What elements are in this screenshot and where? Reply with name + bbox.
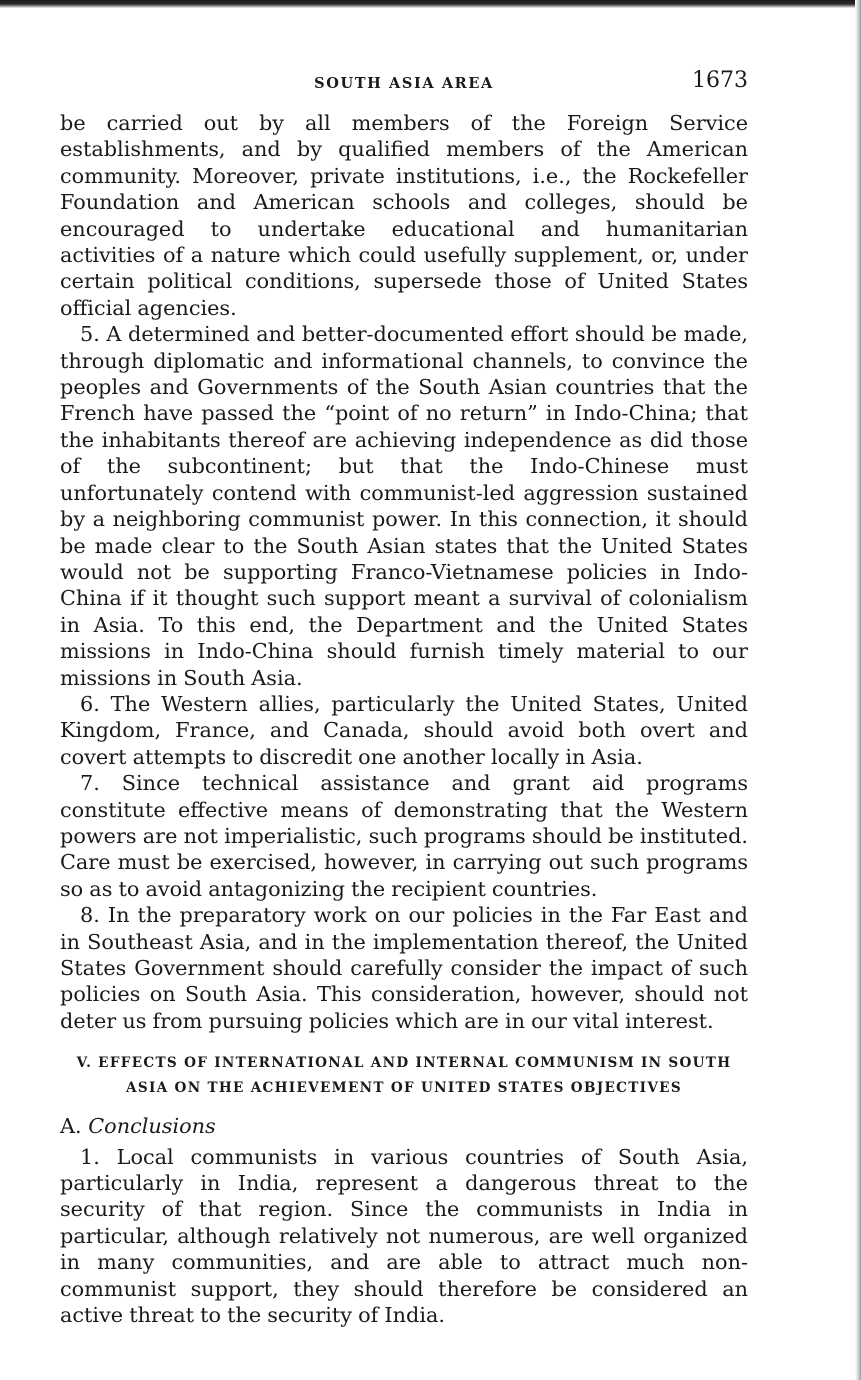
running-header <box>60 70 748 102</box>
running-title: SOUTH ASIA AREA <box>314 75 494 92</box>
paragraph-7: 7. Since technical assistance and grant aid programs constitute effective means of demonstrating that the Western powers are not imperialistic, such programs should be instituted. Care must be exercised, however, in carrying out such programs so as to avoid antagonizing the recipient countries. <box>60 771 748 901</box>
page-top-edge <box>0 0 861 8</box>
page-number: 1673 <box>692 68 748 93</box>
section-heading-line-1: V. EFFECTS OF INTERNATIONAL AND INTERNAL COMMUNISM IN SOUTH <box>76 1055 732 1072</box>
paragraph-continuation: be carried out by all members of the Foreign Service establishments, and by qualified members of the American community. Moreover, private institutions, i.e., the Rockefeller Foundation and American schools and colleges, should be encouraged to undertake educational and humanitarian activities of a nature which could usefully supplement, or, under certain political conditions, supersede those of United States official agencies. <box>60 111 748 320</box>
page-right-edge <box>855 0 861 1380</box>
body-text <box>60 110 748 1328</box>
subsection-label: Conclusions <box>88 1114 216 1139</box>
subsection-prefix: A. <box>60 1114 82 1139</box>
document-page <box>60 70 748 1328</box>
paragraph-8: 8. In the preparatory work on our policies in the Far East and in Southeast Asia, and in the implementation thereof, the United States Government should carefully consider the impact of such policies on South Asia. This consideration, however, should not deter us from pursuing policies which are in our vital interest. <box>60 903 748 1033</box>
paragraph-5: 5. A determined and better-documented effort should be made, through diplomatic and informational channels, to convince the peoples and Governments of the South Asian countries that the French have passed the “point of no return” in Indo-China; that the inhabitants thereof are achieving independence as did those of the subcontinent; but that the Indo-Chinese must unfortunately contend with communist-led aggression sustained by a neighboring communist power. In this connection, it should be made clear to the South Asian states that the United States would not be supporting Franco-Vietnamese policies in Indo-China if it thought such support meant a survival of colonialism in Asia. To this end, the Department and the United States missions in Indo-China should furnish timely material to our missions in South Asia. <box>60 322 748 690</box>
section-heading <box>60 1051 748 1101</box>
subsection-heading <box>60 1113 748 1139</box>
section-heading-line-2: ASIA ON THE ACHIEVEMENT OF UNITED STATES OBJECTIVES <box>126 1080 682 1097</box>
conclusion-1: 1. Local communists in various countries of South Asia, particularly in India, represent a dangerous threat to the security of that region. Since the communists in India in particular, although relatively not numerous, are well organized in many communities, and are able to attract much non-communist support, they should therefore be considered an active threat to the security of India. <box>60 1144 748 1328</box>
paragraph-6: 6. The Western allies, particularly the United States, United Kingdom, France, and Canada, should avoid both overt and covert attempts to discredit one another locally in Asia. <box>60 691 748 769</box>
